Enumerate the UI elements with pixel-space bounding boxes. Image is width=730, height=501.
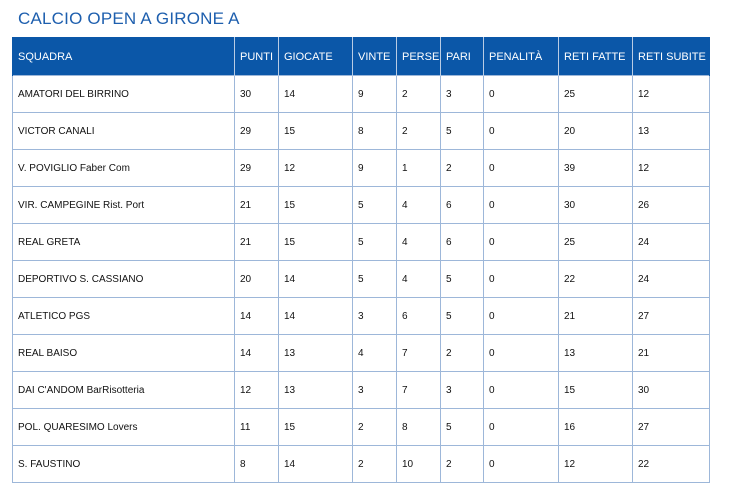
header-col-penalita: PENALITÀ: [484, 38, 559, 76]
cell-drawn: 6: [441, 224, 484, 261]
table-row: [13, 446, 710, 483]
cell-points: 14: [235, 335, 279, 372]
cell-team-name: REAL BAISO: [13, 335, 235, 372]
cell-won: 5: [353, 261, 397, 298]
cell-lost: 8: [397, 409, 441, 446]
cell-lost: 4: [397, 224, 441, 261]
cell-lost: 6: [397, 298, 441, 335]
cell-goals-against: 22: [633, 446, 710, 483]
cell-drawn: 2: [441, 335, 484, 372]
cell-goals-for: 21: [559, 298, 633, 335]
cell-team-name: REAL GRETA: [13, 224, 235, 261]
header-row: [13, 38, 710, 76]
cell-won: 5: [353, 187, 397, 224]
table-body: [13, 76, 710, 483]
header-col-squadra: SQUADRA: [13, 38, 235, 76]
cell-team-name: S. FAUSTINO: [13, 446, 235, 483]
cell-lost: 7: [397, 372, 441, 409]
cell-lost: 10: [397, 446, 441, 483]
cell-drawn: 5: [441, 113, 484, 150]
table-row: [13, 150, 710, 187]
cell-won: 5: [353, 224, 397, 261]
cell-drawn: 2: [441, 150, 484, 187]
header-col-vinte: VINTE: [353, 38, 397, 76]
cell-goals-for: 20: [559, 113, 633, 150]
cell-penalty: 0: [484, 335, 559, 372]
cell-goals-for: 15: [559, 372, 633, 409]
cell-drawn: 3: [441, 372, 484, 409]
cell-drawn: 3: [441, 76, 484, 113]
cell-penalty: 0: [484, 76, 559, 113]
cell-team-name: AMATORI DEL BIRRINO: [13, 76, 235, 113]
cell-points: 8: [235, 446, 279, 483]
table-row: [13, 372, 710, 409]
cell-played: 14: [279, 298, 353, 335]
cell-won: 9: [353, 150, 397, 187]
cell-team-name: ATLETICO PGS: [13, 298, 235, 335]
cell-played: 13: [279, 372, 353, 409]
cell-won: 2: [353, 409, 397, 446]
cell-points: 29: [235, 150, 279, 187]
cell-team-name: DAI C'ANDOM BarRisotteria: [13, 372, 235, 409]
cell-penalty: 0: [484, 150, 559, 187]
cell-goals-against: 26: [633, 187, 710, 224]
cell-won: 8: [353, 113, 397, 150]
cell-points: 21: [235, 224, 279, 261]
header-col-reti-fatte: RETI FATTE: [559, 38, 633, 76]
cell-points: 30: [235, 76, 279, 113]
standings-table: [12, 37, 710, 483]
cell-goals-against: 13: [633, 113, 710, 150]
cell-goals-for: 30: [559, 187, 633, 224]
cell-drawn: 2: [441, 446, 484, 483]
header-col-perse: PERSE: [397, 38, 441, 76]
page-title: CALCIO OPEN A GIRONE A: [18, 9, 240, 28]
cell-points: 14: [235, 298, 279, 335]
cell-goals-against: 30: [633, 372, 710, 409]
cell-drawn: 5: [441, 298, 484, 335]
header-col-reti-subite: RETI SUBITE: [633, 38, 710, 76]
table-row: [13, 76, 710, 113]
cell-goals-for: 12: [559, 446, 633, 483]
cell-lost: 2: [397, 76, 441, 113]
cell-lost: 7: [397, 335, 441, 372]
cell-goals-against: 12: [633, 150, 710, 187]
cell-lost: 2: [397, 113, 441, 150]
cell-team-name: VIR. CAMPEGINE Rist. Port: [13, 187, 235, 224]
table-row: [13, 224, 710, 261]
cell-goals-against: 27: [633, 409, 710, 446]
cell-goals-against: 24: [633, 224, 710, 261]
cell-lost: 4: [397, 187, 441, 224]
table-row: [13, 335, 710, 372]
cell-goals-for: 22: [559, 261, 633, 298]
cell-goals-against: 24: [633, 261, 710, 298]
cell-team-name: DEPORTIVO S. CASSIANO: [13, 261, 235, 298]
cell-played: 14: [279, 446, 353, 483]
table-row: [13, 187, 710, 224]
table-row: [13, 261, 710, 298]
cell-goals-against: 27: [633, 298, 710, 335]
cell-team-name: V. POVIGLIO Faber Com: [13, 150, 235, 187]
cell-lost: 1: [397, 150, 441, 187]
cell-goals-for: 25: [559, 224, 633, 261]
cell-won: 9: [353, 76, 397, 113]
cell-won: 4: [353, 335, 397, 372]
table-row: [13, 113, 710, 150]
cell-points: 11: [235, 409, 279, 446]
header-col-punti: PUNTI: [235, 38, 279, 76]
header-col-pari: PARI: [441, 38, 484, 76]
cell-won: 2: [353, 446, 397, 483]
cell-won: 3: [353, 298, 397, 335]
cell-played: 15: [279, 224, 353, 261]
cell-penalty: 0: [484, 298, 559, 335]
cell-points: 29: [235, 113, 279, 150]
cell-points: 21: [235, 187, 279, 224]
cell-goals-for: 25: [559, 76, 633, 113]
cell-goals-for: 39: [559, 150, 633, 187]
cell-points: 12: [235, 372, 279, 409]
cell-goals-against: 12: [633, 76, 710, 113]
cell-penalty: 0: [484, 372, 559, 409]
cell-drawn: 5: [441, 261, 484, 298]
cell-played: 14: [279, 261, 353, 298]
cell-penalty: 0: [484, 446, 559, 483]
cell-penalty: 0: [484, 409, 559, 446]
cell-played: 15: [279, 113, 353, 150]
cell-drawn: 5: [441, 409, 484, 446]
cell-goals-for: 16: [559, 409, 633, 446]
cell-played: 15: [279, 409, 353, 446]
cell-points: 20: [235, 261, 279, 298]
cell-played: 14: [279, 76, 353, 113]
cell-lost: 4: [397, 261, 441, 298]
cell-penalty: 0: [484, 187, 559, 224]
cell-goals-for: 13: [559, 335, 633, 372]
cell-played: 13: [279, 335, 353, 372]
cell-team-name: POL. QUARESIMO Lovers: [13, 409, 235, 446]
table-row: [13, 409, 710, 446]
cell-drawn: 6: [441, 187, 484, 224]
header-col-giocate: GIOCATE: [279, 38, 353, 76]
cell-played: 12: [279, 150, 353, 187]
cell-penalty: 0: [484, 113, 559, 150]
cell-won: 3: [353, 372, 397, 409]
cell-penalty: 0: [484, 261, 559, 298]
table-row: [13, 298, 710, 335]
cell-goals-against: 21: [633, 335, 710, 372]
cell-played: 15: [279, 187, 353, 224]
cell-team-name: VICTOR CANALI: [13, 113, 235, 150]
cell-penalty: 0: [484, 224, 559, 261]
